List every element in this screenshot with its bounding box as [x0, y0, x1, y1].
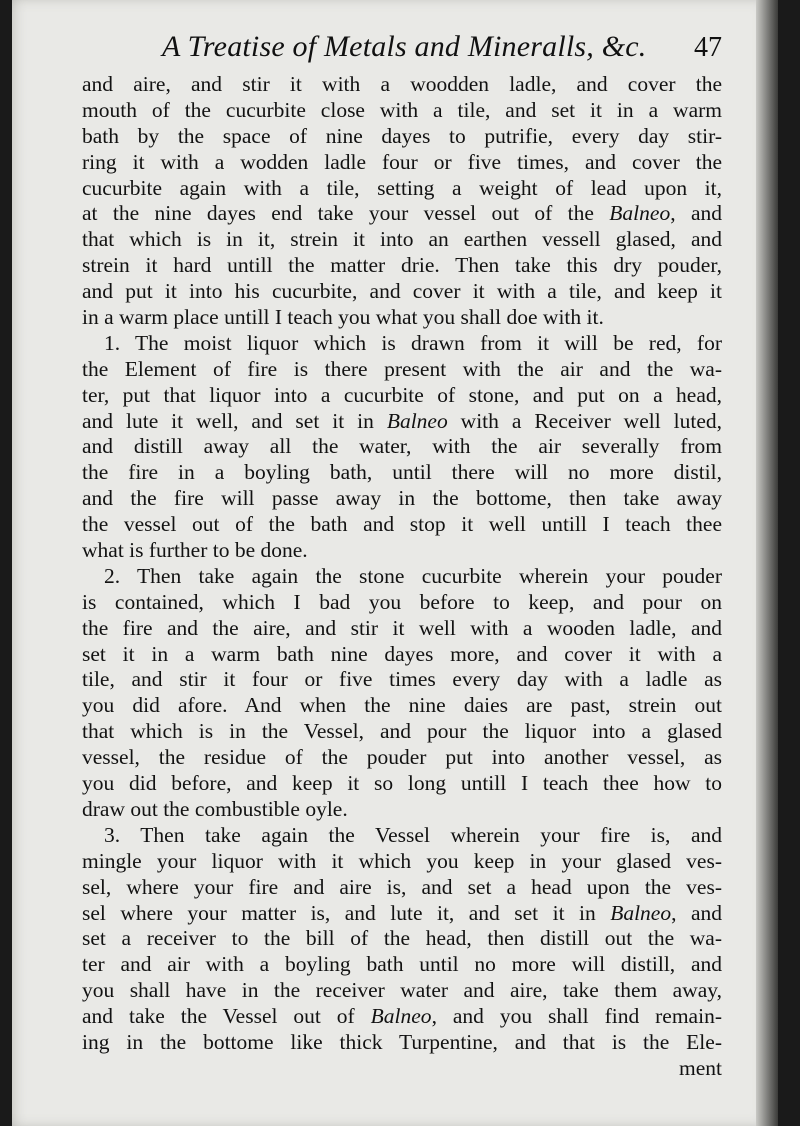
text-line: set it in a warm bath nine dayes more, and cover it with a — [82, 641, 722, 666]
text-line: and take the Vessel out of Balneo, and you shall find remain- — [82, 1004, 722, 1029]
text-line: and put it into his cucurbite, and cover it with a tile, and keep it — [82, 279, 722, 304]
text-line: ring it with a wodden ladle four or five times, and cover the — [82, 149, 722, 174]
text-line: and lute it well, and set it in Balneo with a Receiver well luted, — [82, 408, 722, 433]
running-title: A Treatise of Metals and Mineralls, &c. — [162, 30, 647, 63]
text-line: you did before, and keep it so long untill I teach thee how to — [82, 771, 722, 796]
text-line: and aire, and stir it with a woodden ladle, and cover the — [82, 72, 722, 96]
text-line: bath by the space of nine dayes to putrifie, every day stir- — [82, 123, 722, 148]
paragraph-1-start: 1. The moist liquor which is drawn from it will be red, for — [104, 330, 722, 355]
text-line: is contained, which I bad you before to keep, and pour on — [82, 589, 722, 614]
text-line: vessel, the residue of the pouder put into another vessel, as — [82, 745, 722, 770]
paragraph-2-start: 2. Then take again the stone cucurbite wherein your pouder — [104, 563, 722, 588]
text-line: you shall have in the receiver water and aire, take them away, — [82, 978, 722, 1003]
page-body-text — [82, 72, 722, 1082]
page-gutter-shadow — [756, 0, 778, 1126]
text-line: and distill away all the water, with the air severally from — [82, 434, 722, 459]
text-line: the fire in a boyling bath, until there will no more distil, — [82, 460, 722, 485]
text-line: sel where your matter is, and lute it, and set it in Balneo, and — [82, 900, 722, 925]
text-line: that which is in the Vessel, and pour the liquor into a glased — [82, 719, 722, 744]
book-page — [12, 0, 778, 1126]
text-line: at the nine dayes end take your vessel out of the Balneo, and — [82, 201, 722, 226]
page-header — [162, 30, 722, 70]
text-line: and the fire will passe away in the bottome, then take away — [82, 486, 722, 511]
page-number: 47 — [694, 32, 722, 63]
text-line: the Element of fire is there present with the air and the wa- — [82, 356, 722, 381]
text-line: you did afore. And when the nine daies are past, strein out — [82, 693, 722, 718]
text-line: ter and air with a boyling bath until no more will distill, and — [82, 952, 722, 977]
paragraph-3-start: 3. Then take again the Vessel wherein your fire is, and — [104, 822, 722, 847]
catchword: ment — [679, 1055, 722, 1080]
text-line: mouth of the cucurbite close with a tile, and set it in a warm — [82, 97, 722, 122]
text-line: mingle your liquor with it which you keep in your glased ves- — [82, 848, 722, 873]
text-line: what is further to be done. — [82, 538, 308, 563]
text-line: set a receiver to the bill of the head, then distill out the wa- — [82, 926, 722, 951]
text-line: in a warm place untill I teach you what you shall doe with it. — [82, 305, 604, 330]
text-line: cucurbite again with a tile, setting a weight of lead upon it, — [82, 175, 722, 200]
text-line: ter, put that liquor into a cucurbite of stone, and put on a head, — [82, 382, 722, 407]
text-line: ing in the bottome like thick Turpentine, and that is the Ele- — [82, 1029, 722, 1054]
text-line: the fire and the aire, and stir it well with a wooden ladle, and — [82, 615, 722, 640]
text-line: strein it hard untill the matter drie. Then take this dry pouder, — [82, 253, 722, 278]
text-line: draw out the combustible oyle. — [82, 796, 348, 821]
text-line: tile, and stir it four or five times every day with a ladle as — [82, 667, 722, 692]
text-line: sel, where your fire and aire is, and set a head upon the ves- — [82, 874, 722, 899]
text-line: the vessel out of the bath and stop it well untill I teach thee — [82, 512, 722, 537]
text-line: that which is in it, strein it into an earthen vessell glased, and — [82, 227, 722, 252]
